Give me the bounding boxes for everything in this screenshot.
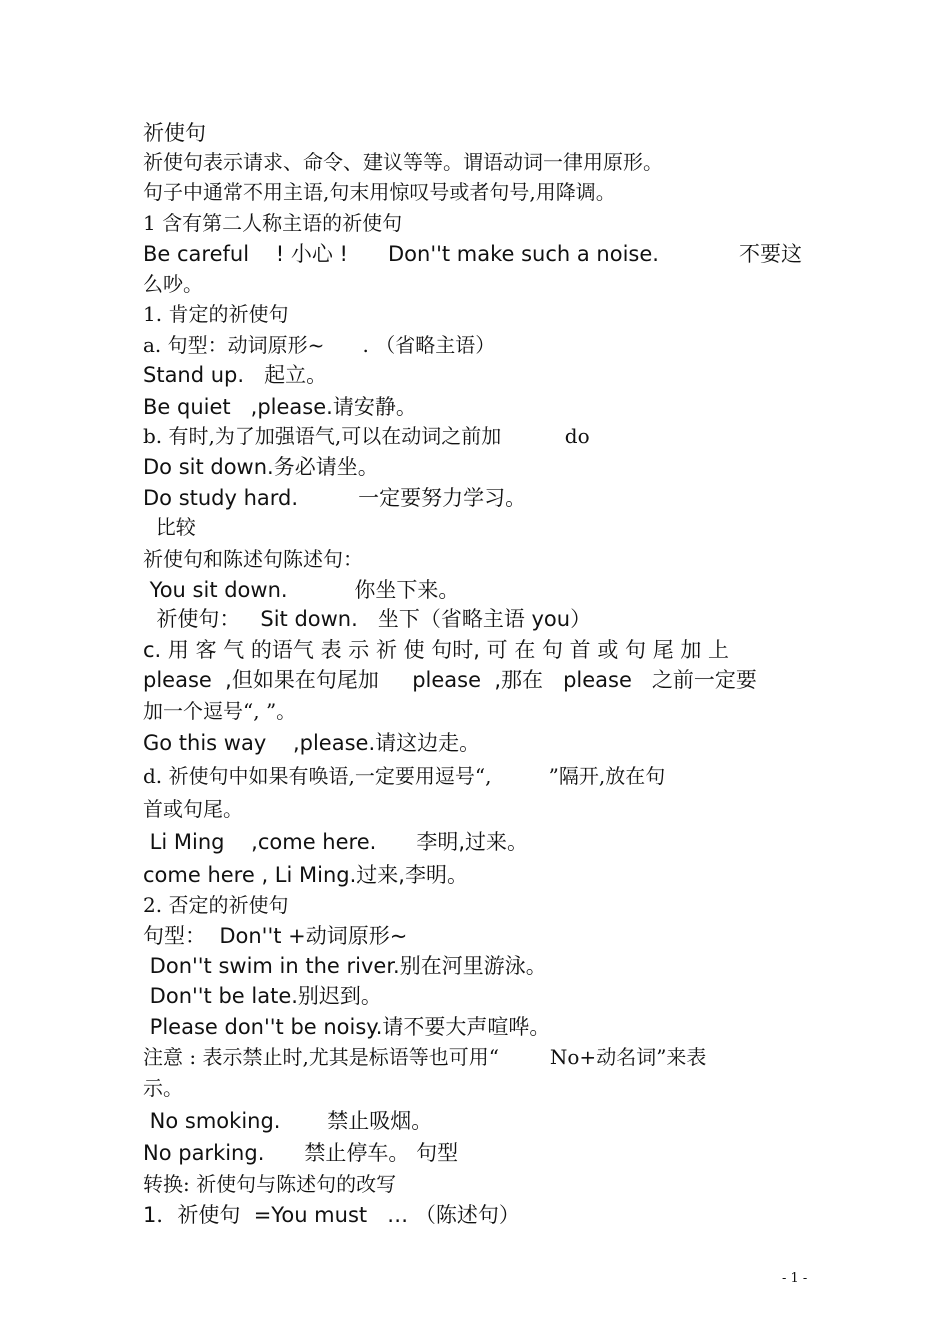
text-line: Stand up. 起立。 [143,363,328,387]
text-line: 1．祈使句 =You must … （陈述句） [143,1203,520,1227]
text-line: You sit down. 你坐下来。 [143,578,460,602]
text-line: 首或句尾。 [143,797,243,821]
text-line: Do sit down.务必请坐。 [143,455,379,479]
text-line: 句子中通常不用主语,句末用惊叹号或者句号,用降调。 [143,180,616,204]
text-line: 祈使句： Sit down. 坐下（省略主语 you） [143,607,592,631]
text-line: 加一个逗号“, ”。 [143,699,297,723]
text-line: 转换: 祈使句与陈述句的改写 [143,1172,397,1196]
text-line: come here , Li Ming.过来,李明。 [143,863,468,887]
text-line: 示。 [143,1076,183,1100]
text-line: 注意 : 表示禁止时,尤其是标语等也可用“ No+动名词”来表 [143,1045,707,1069]
text-line: 比较 [143,515,196,539]
text-line: 么吵。 [143,272,203,296]
text-line: 祈使句表示请求、命令、建议等等。谓语动词一律用原形。 [143,150,663,174]
text-line: c. 用 客 气 的语气 表 示 祈 使 句时, 可 在 句 首 或 句 尾 加 上 [143,638,730,662]
text-line: d. 祈使句中如果有唤语,一定要用逗号“, ”隔开,放在句 [143,764,666,788]
section-heading: 1. 肯定的祈使句 [143,302,289,326]
text-line: please ,但如果在句尾加 please ,那在 please 之前一定要 [143,668,757,692]
text-line: No smoking. 禁止吸烟。 [143,1109,433,1133]
text-line: Don''t swim in the river.别在河里游泳。 [143,954,547,978]
section-heading: 2. 否定的祈使句 [143,893,289,917]
document-title: 祈使句 [143,121,206,145]
text-line: b. 有时,为了加强语气,可以在动词之前加 do [143,424,590,448]
text-line: Go this way ,please.请这边走。 [143,731,481,755]
section-heading: 1 含有第二人称主语的祈使句 [143,211,403,235]
text-line: Please don''t be noisy.请不要大声喧哗。 [143,1015,551,1039]
text-line: Be careful ! 小心 ! Don''t make such a noise. 不要这 [143,242,803,266]
text-line: No parking. 禁止停车。 句型 [143,1141,459,1165]
text-line: 句型： Don''t +动词原形~ [143,924,408,948]
text-line: Don''t be late.别迟到。 [143,984,382,1008]
text-line: 祈使句和陈述句陈述句： [143,547,363,571]
page-number: - 1 - [782,1271,808,1286]
text-line: Do study hard. 一定要努力学习。 [143,486,527,510]
text-line: Li Ming ,come here. 李明,过来。 [143,830,529,854]
text-line: Be quiet ,please.请安静。 [143,395,417,419]
text-line: a. 句型：动词原形~ . （省略主语） [143,333,496,357]
